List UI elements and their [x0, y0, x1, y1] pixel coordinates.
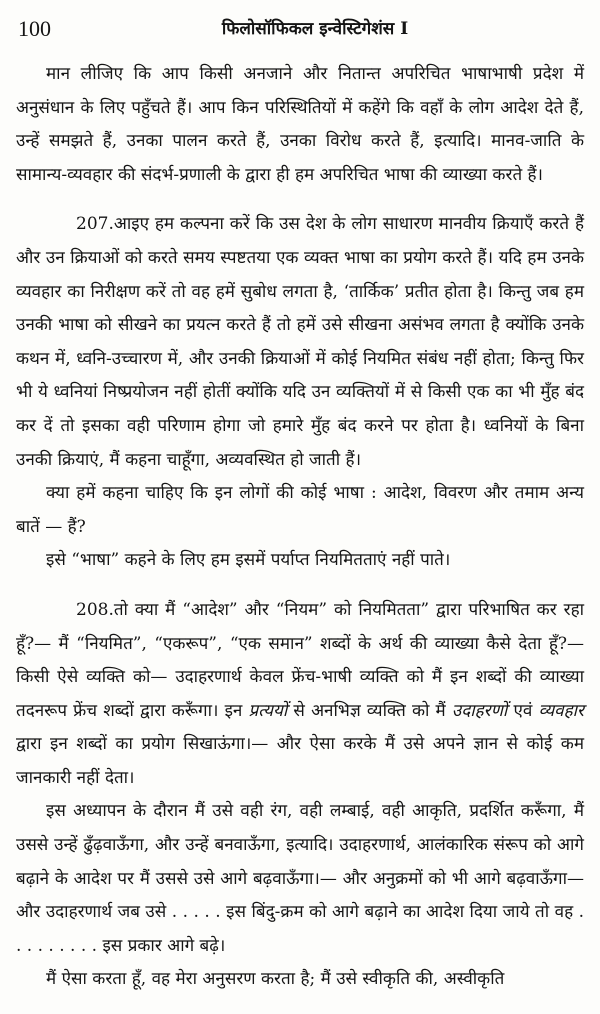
paragraph-text: मान लीजिए कि आप किसी अनजाने और नितान्त अपरिचित भाषाभाषी प्रदेश में अनुसंधान के लिए पहुँचते हैं। आप किन परिस्थितियों में कहेंगे कि वहाँ के लोग आदेश देते हैं, उन्हें समझते हैं, उनका पालन करते हैं, उनका विरोध करते हैं, इत्यादि। मानव-जाति के सामान्य-व्यवहार की संदर्भ-प्रणाली के द्वारा ही हम अपरिचित भाषा की व्याख्या करते हैं। — [16, 64, 584, 185]
paragraph-text: आइए हम कल्पना करें कि उस देश के लोग साधारण मानवीय क्रियाएँ करते हैं और उन क्रियाओं को करते समय स्पष्टतया एक व्यक्त भाषा का प्रयोग करते हैं। यदि हम उनके व्यवहार का निरीक्षण करें तो वह हमें सुबोध लगता है, ‘तार्किक’ प्रतीत होता है। किन्तु जब हम उनकी भाषा को सीखने का प्रयत्न करते हैं तो हमें उसे सीखना असंभव लगता है क्योंकि उनके कथन में, ध्वनि-उच्चारण में, और उनकी क्रियाओं में कोई नियमित संबंध नहीं होता; किन्तु फिर भी ये ध्वनियां निष्प्रयोजन नहीं होतीं क्योंकि यदि उन व्यक्तियों में से किसी एक का भी मुँह बंद कर दें तो इसका वही परिणाम होगा जो हमारे मुँह बंद करने पर होता है। ध्वनियों के बिना उनकी क्रियाएं, मैं कहना चाहूँगा, अव्यवस्थित हो जाती हैं। — [16, 214, 584, 470]
page-number: 100 — [18, 16, 51, 41]
emphasis-pratyaya: प्रत्ययों — [248, 700, 288, 721]
paragraph-final — [16, 963, 584, 997]
section-number: 208. — [76, 599, 114, 620]
page-header — [16, 10, 584, 40]
paragraph-text-cont: द्वारा इन शब्दों का प्रयोग सिखाऊंगा।— और ऐसा करके मैं उसे अपने ज्ञान से कोई कम जानकारी नहीं देता। — [16, 734, 584, 788]
paragraph-question — [16, 477, 584, 544]
paragraph-text: तो क्या मैं “आदेश” और “नियम” को नियमितता” द्वारा परिभाषित कर रहा हूँ?— मैं “नियमित”, “एकरूप”, “एक समान” शब्दों के अर्थ की व्याख्या कैसे देता हूँ?— किसी ऐसे व्यक्ति को— उदाहरणार्थ केवल फ्रेंच-भाषी व्यक्ति को मैं इन शब्दों की व्याख्या तदनरूप फ्रेंच शब्दों द्वारा करूँगा। इन — [16, 599, 584, 721]
paragraph-text-cont: से अनभिज्ञ व्यक्ति को मैं — [287, 700, 452, 721]
emphasis-vyavahar: व्यवहार — [538, 700, 584, 721]
paragraph-text: इस अध्यापन के दौरान मैं उसे वही रंग, वही लम्बाई, वही आकृति, प्रदर्शित करूँगा, मैं उससे उन्हें ढुँढ़वाऊँगा, और उन्हें बनवाऊँगा, इत्यादि। उदाहरणार्थ, आलंकारिक संरूप को आगे बढ़ाने के आदेश पर मैं उससे उसे आगे बढ़वाऊँगा।— और अनुक्रमों को भी आगे बढ़वाऊँगा— और उदाहरणार्थ जब उसे . . . . . इस बिंदु-क्रम को आगे बढ़ाने का आदेश दिया जाये तो वह . . . . . . . . . इस प्रकार आगे बढ़े। — [16, 801, 584, 956]
paragraph-text: इसे “भाषा” कहने के लिए हम इसमें पर्याप्त नियमितताएं नहीं पाते। — [46, 550, 451, 571]
running-title: फिलोसॉफिकल इन्वेस्टिगेशंस I — [221, 19, 409, 39]
section-number: 207. — [76, 214, 114, 235]
paragraph-text-cont: एवं — [507, 700, 539, 721]
paragraph-intro — [16, 58, 584, 192]
emphasis-udaharan: उदाहरणों — [451, 700, 508, 721]
paragraph-208 — [16, 594, 584, 796]
paragraph-text: मैं ऐसा करता हूँ, वह मेरा अनुसरण करता है; मैं उसे स्वीकृति की, अस्वीकृति — [46, 969, 505, 990]
paragraph-teaching — [16, 795, 584, 963]
paragraph-answer — [16, 544, 584, 578]
body-text — [16, 58, 584, 997]
paragraph-207 — [16, 208, 584, 477]
paragraph-text: क्या हमें कहना चाहिए कि इन लोगों की कोई भाषा : आदेश, विवरण और तमाम अन्य बातें — हैं? — [16, 483, 584, 537]
